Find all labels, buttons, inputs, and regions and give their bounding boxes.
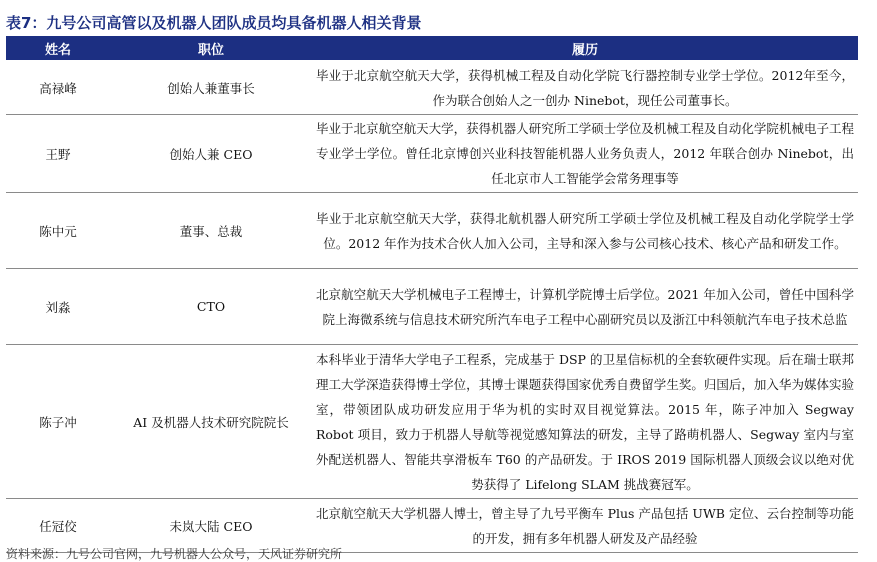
- executive-table: [6, 36, 858, 553]
- row-name: 陈中元: [6, 193, 110, 269]
- table-row: [6, 345, 858, 499]
- table-header-row: [6, 36, 858, 61]
- table-row: [6, 269, 858, 345]
- table-row: [6, 61, 858, 115]
- header-resume: 履历: [312, 36, 858, 61]
- row-resume: 北京航空航天大学机械电子工程博士，计算机学院博士后学位。2021 年加入公司，曾任中国科学院上海微系统与信息技术研究所汽车电子工程中心副研究员以及浙江中科领航汽车电子技术总监: [312, 269, 858, 345]
- header-position: 职位: [110, 36, 312, 61]
- row-name: 王野: [6, 115, 110, 193]
- header-name: 姓名: [6, 36, 110, 61]
- row-position: AI 及机器人技术研究院院长: [110, 345, 312, 499]
- row-name: 陈子冲: [6, 345, 110, 499]
- row-resume: 毕业于北京航空航天大学，获得机械工程及自动化学院飞行器控制专业学士学位。2012年至今，作为联合创始人之一创办 Ninebot，现任公司董事长。: [312, 61, 858, 115]
- row-name: 任冠佼: [6, 499, 110, 553]
- row-position: 创始人兼董事长: [110, 61, 312, 115]
- row-resume: 毕业于北京航空航天大学，获得机器人研究所工学硕士学位及机械工程及自动化学院机械电子工程专业学士学位。曾任北京博创兴业科技智能机器人业务负责人，2012 年联合创办 Ninebot，出任北京市人工智能学会常务理事等: [312, 115, 858, 193]
- row-position: 董事、总裁: [110, 193, 312, 269]
- row-resume: 北京航空航天大学机器人博士，曾主导了九号平衡车 Plus 产品包括 UWB 定位、云台控制等功能的开发，拥有多年机器人研发及产品经验: [312, 499, 858, 553]
- table-title: 表7：九号公司高管以及机器人团队成员均具备机器人相关背景: [6, 14, 422, 32]
- row-resume: 本科毕业于清华大学电子工程系，完成基于 DSP 的卫星信标机的全套软硬件实现。后在瑞士联邦理工大学深造获得博士学位，其博士课题获得国家优秀自费留学生奖。归国后，加入华为媒体实验室，带领团队成功研发应用于华为机的实时双目视觉算法。2015 年，陈子冲加入 Segway Robot 项目，致力于机器人导航等视觉感知算法的研发，主导了路萌机器人、Segway 室内与室外配送机器人、智能共享滑板车 T60 的产品研发。于 IROS 2019 国际机器人顶级会议以绝对优势获得了 Lifelong SLAM 挑战赛冠军。: [312, 345, 858, 499]
- row-position: 未岚大陆 CEO: [110, 499, 312, 553]
- source-footnote: 资料来源：九号公司官网，九号机器人公众号，天风证券研究所: [6, 547, 343, 561]
- row-name: 高禄峰: [6, 61, 110, 115]
- row-position: CTO: [110, 269, 312, 345]
- row-name: 刘淼: [6, 269, 110, 345]
- table-row: [6, 193, 858, 269]
- row-position: 创始人兼 CEO: [110, 115, 312, 193]
- table-row: [6, 115, 858, 193]
- row-resume: 毕业于北京航空航天大学，获得北航机器人研究所工学硕士学位及机械工程及自动化学院学士学位。2012 年作为技术合伙人加入公司，主导和深入参与公司核心技术、核心产品和研发工作。: [312, 193, 858, 269]
